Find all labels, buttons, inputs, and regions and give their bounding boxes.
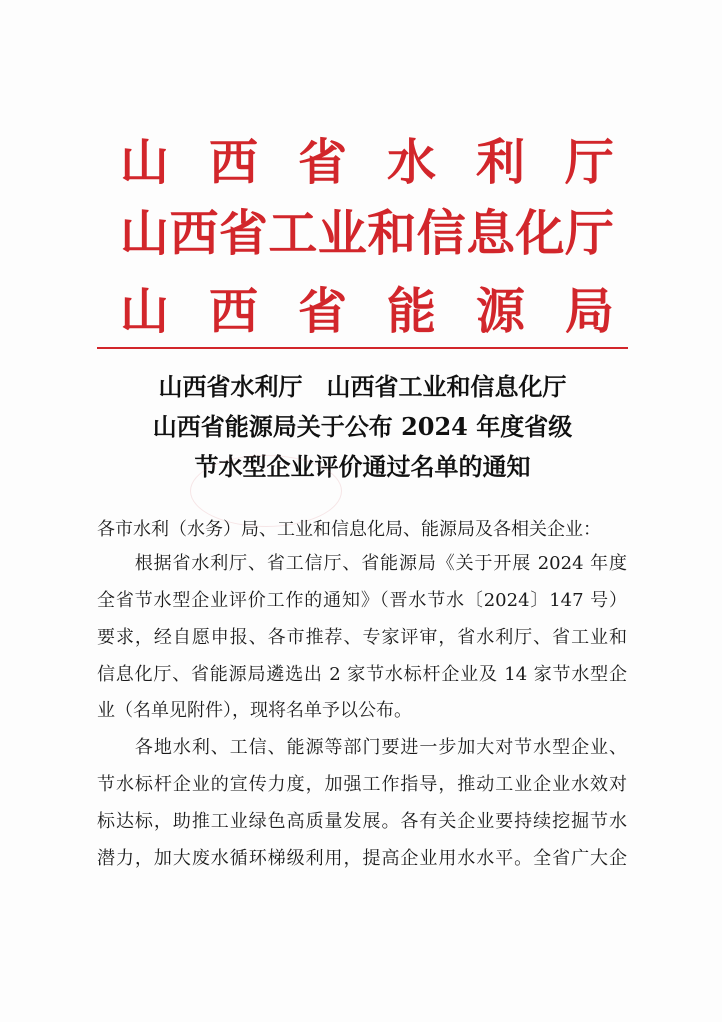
- letterhead-char: 西: [208, 282, 258, 340]
- agency-name-industry-it: [120, 205, 614, 261]
- letterhead-char: 息: [466, 204, 516, 262]
- document-title-line: 山西省能源局关于公布 2024 年度省级: [152, 412, 573, 441]
- agency-name-energy: [120, 283, 614, 339]
- letterhead-char: 水: [386, 133, 436, 191]
- letterhead-char: 和: [367, 204, 417, 262]
- letterhead-char: 工: [268, 204, 318, 262]
- letterhead-char: 省: [297, 282, 347, 340]
- letterhead-char: 省: [297, 133, 347, 191]
- letterhead-char: 源: [475, 282, 525, 340]
- letterhead-char: 山: [120, 133, 170, 191]
- agency-name-water-resources: [120, 134, 614, 190]
- paragraph-line: 信息化厅、省能源局遴选出 2 家节水标杆企业及 14 家节水型企: [97, 664, 627, 685]
- paragraph-line: 根据省水利厅、省工信厅、省能源局《关于开展 2024 年度: [97, 553, 627, 574]
- letterhead-char: 厅: [564, 133, 614, 191]
- paragraph-line: 全省节水型企业评价工作的通知》（晋水节水〔2024〕147 号）: [97, 590, 627, 611]
- paragraph-line: 要求，经自愿申报、各市推荐、专家评审，省水利厅、省工业和: [97, 627, 627, 648]
- paragraph-line: 业（名单见附件），现将名单予以公布。: [97, 700, 412, 721]
- paragraph-line: 标达标，助推工业绿色高质量发展。各有关企业要持续挖掘节水: [97, 811, 627, 832]
- paragraph-line: 节水标杆企业的宣传力度，加强工作指导，推动工业企业水效对: [97, 774, 627, 795]
- letterhead-char: 山: [120, 282, 170, 340]
- letterhead-char: 业: [317, 204, 367, 262]
- letterhead-char: 局: [564, 282, 614, 340]
- red-divider-line: [97, 347, 628, 349]
- paragraph-line: 潜力，加大废水循环梯级利用，提高企业用水水平。全省广大企: [97, 848, 627, 869]
- letterhead-char: 信: [416, 204, 466, 262]
- letterhead-char: 西: [208, 133, 258, 191]
- letterhead-char: 山: [120, 204, 170, 262]
- paragraph-line: 各地水利、工信、能源等部门要进一步加大对节水型企业、: [97, 737, 627, 758]
- letterhead-char: 能: [386, 282, 436, 340]
- letterhead-char: 厅: [564, 204, 614, 262]
- letterhead: [0, 0, 722, 350]
- letterhead-char: 利: [475, 133, 525, 191]
- document-title-line: 节水型企业评价通过名单的通知: [194, 452, 531, 481]
- letterhead-char: 西: [169, 204, 219, 262]
- salutation: 各市水利（水务）局、工业和信息化局、能源局及各相关企业：: [97, 519, 601, 540]
- letterhead-char: 省: [218, 204, 268, 262]
- letterhead-char: 化: [515, 204, 565, 262]
- document-title-line: 山西省水利厅 山西省工业和信息化厅: [158, 372, 567, 401]
